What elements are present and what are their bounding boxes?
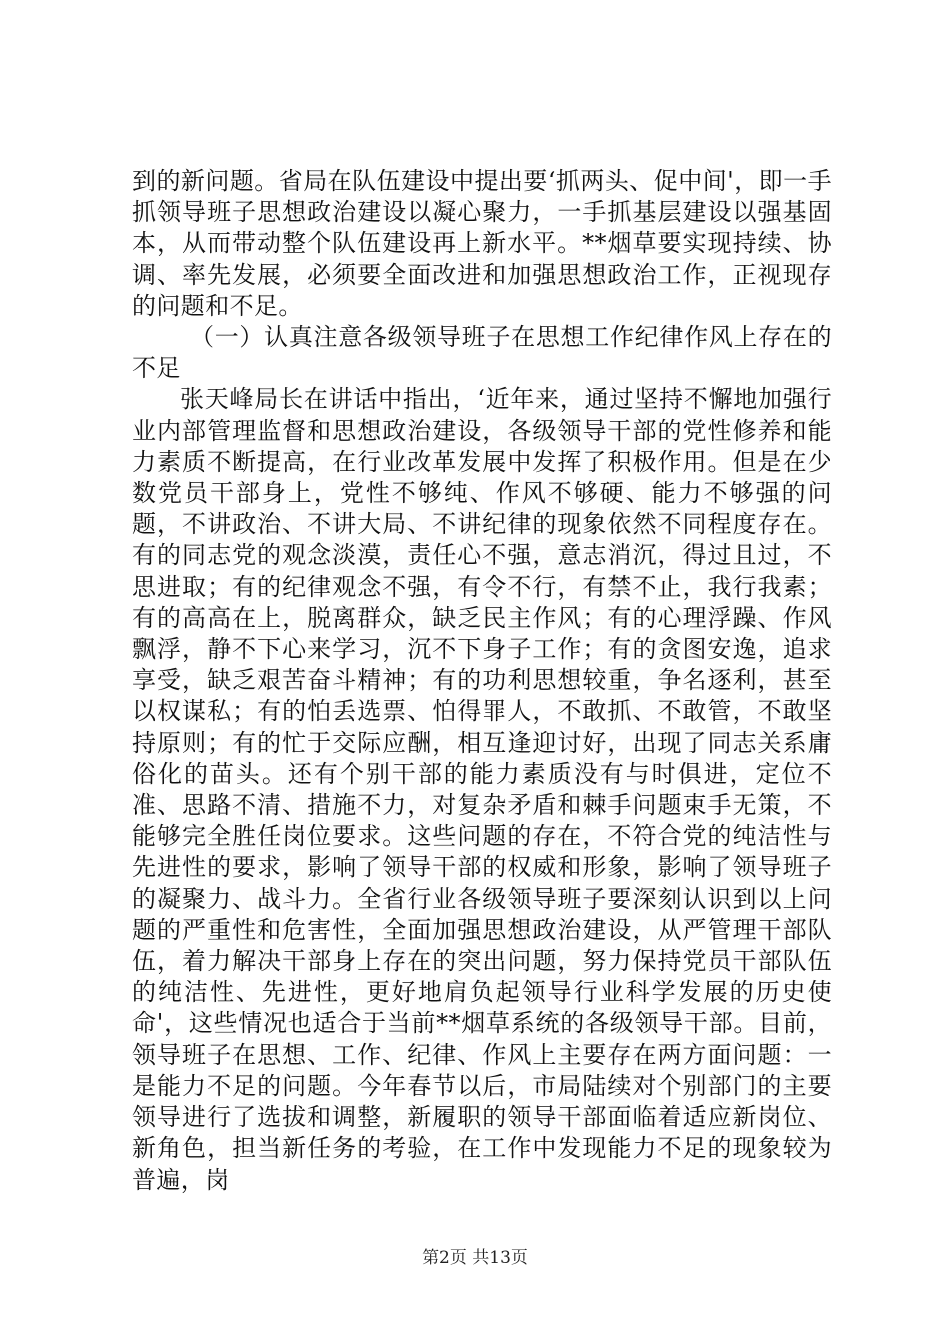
document-body (132, 166, 832, 1196)
paragraph-continuation: 到的新问题。省局在队伍建设中提出要‘抓两头、促中间'，即一手抓领导班子思想政治建设以凝心聚力，一手抓基层建设以强基固本，从而带动整个队伍建设再上新水平。**烟草要实现持续、协调、率先发展，必须要全面改进和加强思想政治工作，正视现存的问题和不足。 (132, 167, 832, 320)
page-footer: 第2页 共13页 (422, 1248, 528, 1268)
paragraph-body: 张天峰局长在讲话中指出，‘近年来，通过坚持不懈地加强行业内部管理监督和思想政治建设，各级领导干部的党性修养和能力素质不断提高，在行业改革发展中发挥了积极作用。但是在少数党员干部身上，党性不够纯、作风不够硬、能力不够强的问题，不讲政治、不讲大局、不讲纪律的现象依然不同程度存在。有的同志党的观念淡漠，责任心不强，意志消沉，得过且过，不思进取；有的纪律观念不强，有令不行，有禁不止，我行我素；有的高高在上，脱离群众，缺乏民主作风；有的心理浮躁、作风飘浮，静不下心来学习，沉不下身子工作；有的贪图安逸，追求享受，缺乏艰苦奋斗精神；有的功利思想较重，争名逐利，甚至以权谋私；有的怕丢选票、怕得罪人，不敢抓、不敢管，不敢坚持原则；有的忙于交际应酬，相互逢迎讨好，出现了同志关系庸俗化的苗头。还有个别干部的能力素质没有与时俱进，定位不准、思路不清、措施不力，对复杂矛盾和棘手问题束手无策，不能够完全胜任岗位要求。这些问题的存在，不符合党的纯洁性与先进性的要求，影响了领导干部的权威和形象，影响了领导班子的凝聚力、战斗力。全省行业各级领导班子要深刻认识到以上问题的严重性和危害性，全面加强思想政治建设，从严管理干部队伍，着力解决干部身上存在的突出问题，努力保持党员干部队伍的纯洁性、先进性，更好地肩负起领导行业科学发展的历史使命'，这些情况也适合于当前**烟草系统的各级领导干部。目前，领导班子在思想、工作、纪律、作风上主要存在两方面问题：一是能力不足的问题。今年春节以后，市局陆续对个别部门的主要领导进行了选拔和调整，新履职的领导干部面临着适应新岗位、新角色，担当新任务的考验，在工作中发现能力不足的现象较为普遍，岗 (132, 385, 832, 1194)
section-heading: （一）认真注意各级领导班子在思想工作纪律作风上存在的不足 (132, 323, 832, 383)
